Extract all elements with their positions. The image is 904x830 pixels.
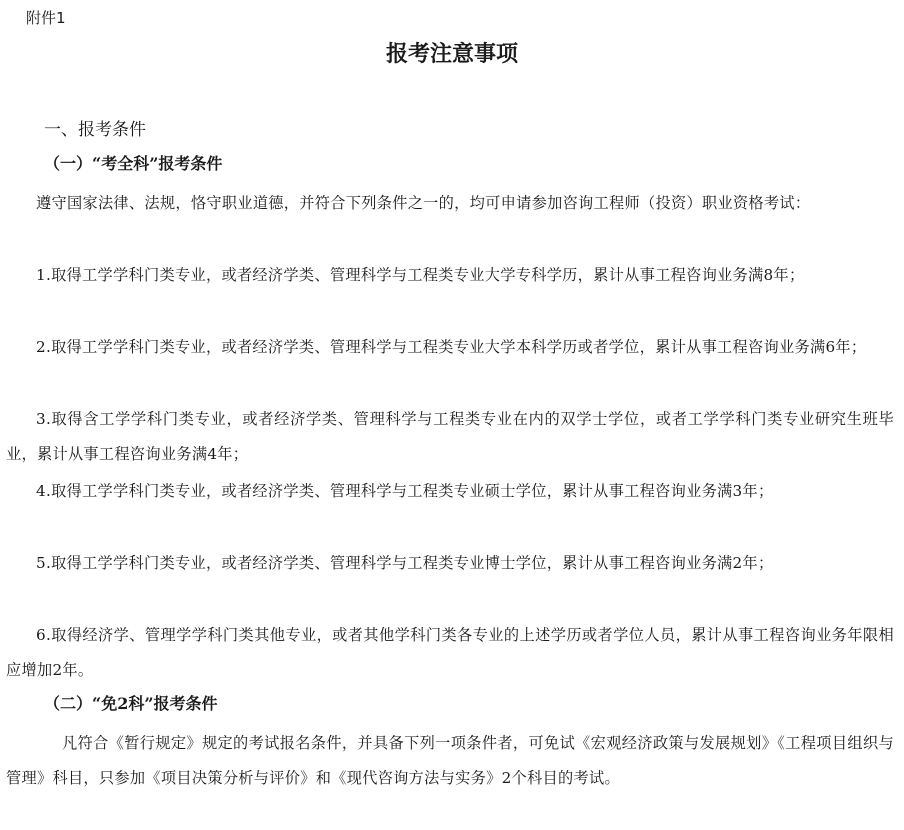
condition-item-3: 3.取得含工学学科门类专业，或者经济学类、管理科学与工程类专业在内的双学士学位，或者工学学科门类专业研究生班毕业，累计从事工程咨询业务满4年；	[6, 410, 894, 463]
section-heading-conditions: 一、报考条件	[44, 120, 146, 140]
condition-item-4: 4.取得工学学科门类专业，或者经济学类、管理科学与工程类专业硕士学位，累计从事工程咨询业务满3年；	[36, 482, 774, 500]
attachment-label: 附件1	[26, 9, 66, 27]
condition-item-6: 6.取得经济学、管理学学科门类其他专业，或者其他学科门类各专业的上述学历或者学位人员，累计从事工程咨询业务年限相应增加2年。	[6, 626, 894, 679]
page-title: 报考注意事项	[385, 42, 518, 67]
subsection-heading-exempt-two: （二）“免2科”报考条件	[44, 694, 218, 713]
subsection-heading-full-exam: （一）“考全科”报考条件	[44, 154, 223, 173]
exemption-paragraph: 凡符合《暂行规定》规定的考试报名条件，并具备下列一项条件者，可免试《宏观经济政策与发展规划》《工程项目组织与管理》科目，只参加《项目决策分析与评价》和《现代咨询方法与实务》2个科目的考试。	[6, 734, 894, 787]
condition-item-5: 5.取得工学学科门类专业，或者经济学类、管理科学与工程类专业博士学位，累计从事工程咨询业务满2年；	[36, 554, 774, 572]
condition-item-2: 2.取得工学学科门类专业，或者经济学类、管理科学与工程类专业大学本科学历或者学位，累计从事工程咨询业务满6年；	[36, 338, 867, 356]
intro-paragraph: 遵守国家法律、法规，恪守职业道德，并符合下列条件之一的，均可申请参加咨询工程师（投资）职业资格考试：	[36, 194, 811, 212]
condition-item-1: 1.取得工学学科门类专业，或者经济学类、管理科学与工程类专业大学专科学历，累计从事工程咨询业务满8年；	[36, 266, 805, 284]
